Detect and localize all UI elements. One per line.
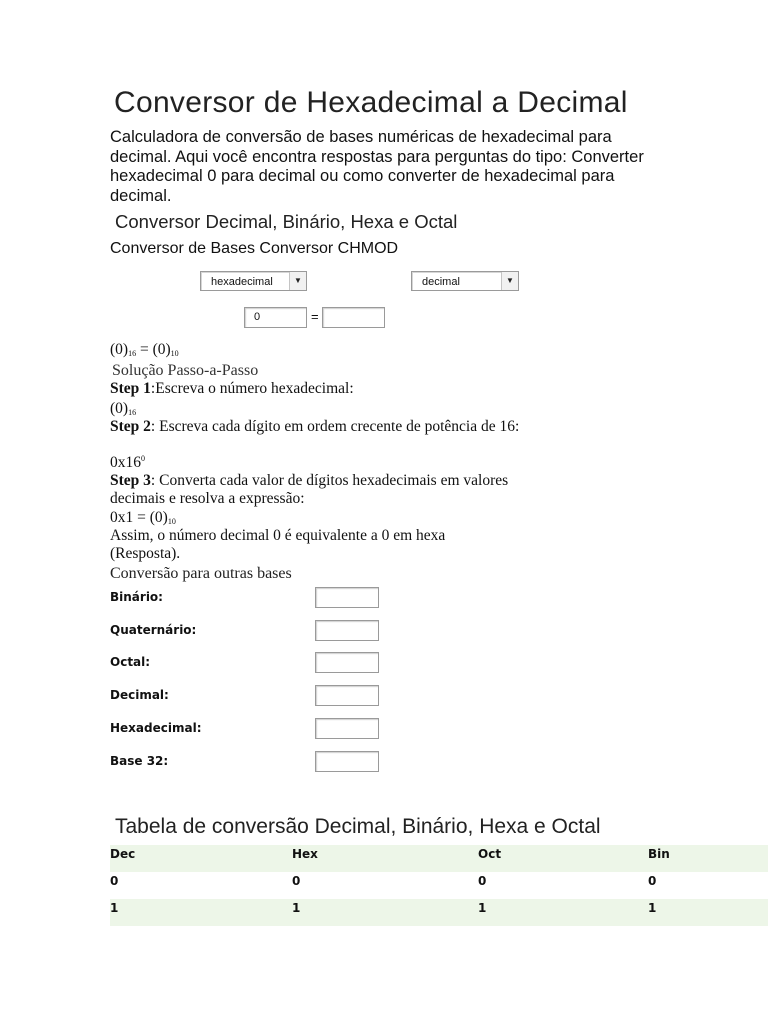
quaternario-output[interactable] bbox=[315, 620, 379, 641]
table-title: Tabela de conversão Decimal, Binário, Hexa e Octal bbox=[115, 815, 601, 838]
step2-line bbox=[110, 418, 530, 436]
intro-text: Calculadora de conversão de bases numéricas de hexadecimal para decimal. Aqui você encontra respostas para perguntas do tipo: Converter hexadecimal 0 para decimal ou como converter de hexadecimal para decimal. bbox=[110, 128, 644, 205]
result-rhs: (0) bbox=[152, 341, 171, 358]
hexadecimal-output[interactable] bbox=[315, 718, 379, 739]
chevron-down-icon: ▼ bbox=[501, 272, 518, 290]
step1-value: (0) bbox=[110, 400, 129, 417]
result-eq: = bbox=[136, 341, 153, 358]
result-line bbox=[110, 341, 179, 359]
table-row bbox=[110, 899, 768, 926]
cell-hex: 1 bbox=[292, 901, 301, 915]
step1-base: 16 bbox=[128, 408, 137, 417]
other-bases-heading: Conversão para outras bases bbox=[110, 565, 292, 582]
cell-bin: 1 bbox=[648, 901, 657, 915]
octal-output[interactable] bbox=[315, 652, 379, 673]
from-base-select[interactable] bbox=[200, 271, 307, 291]
converter-links bbox=[110, 240, 398, 258]
step3-value-line bbox=[110, 509, 176, 527]
step2-exp: 0 bbox=[141, 454, 145, 463]
table-row bbox=[110, 872, 768, 899]
cell-hex: 0 bbox=[292, 874, 301, 888]
solution-heading: Solução Passo-a-Passo bbox=[112, 362, 259, 379]
converter-subtitle: Conversor Decimal, Binário, Hexa e Octal bbox=[115, 211, 458, 232]
step3-line bbox=[110, 472, 510, 508]
label-hexadecimal: Hexadecimal: bbox=[110, 721, 202, 735]
result-lhs-base: 16 bbox=[128, 349, 137, 358]
step2-text: : Escreva cada dígito em ordem crecente de potência de 16: bbox=[150, 418, 520, 435]
step2-value-line bbox=[110, 454, 145, 472]
step3-text: : Converta cada valor de dígitos hexadecimais em valores decimais e resolva a expressão: bbox=[110, 472, 509, 507]
header-bin: Bin bbox=[648, 847, 670, 861]
step3-label: Step 3 bbox=[110, 472, 151, 489]
step3-base: 10 bbox=[167, 517, 176, 526]
link-conversor-chmod[interactable]: Conversor CHMOD bbox=[259, 240, 399, 257]
step2-value: 0x16 bbox=[110, 454, 141, 471]
header-oct: Oct bbox=[478, 847, 502, 861]
result-lhs: (0) bbox=[110, 341, 129, 358]
from-base-value: hexadecimal bbox=[211, 276, 273, 288]
hex-input[interactable]: 0 bbox=[244, 307, 307, 328]
cell-oct: 1 bbox=[478, 901, 487, 915]
binario-output[interactable] bbox=[315, 587, 379, 608]
page-title: Conversor de Hexadecimal a Decimal bbox=[114, 86, 628, 119]
header-dec: Dec bbox=[110, 847, 136, 861]
conversion-table bbox=[110, 845, 768, 926]
step1-label: Step 1 bbox=[110, 380, 151, 397]
base32-output[interactable] bbox=[315, 751, 379, 772]
equals-sign: = bbox=[311, 309, 319, 324]
label-base32: Base 32: bbox=[110, 754, 169, 768]
cell-oct: 0 bbox=[478, 874, 487, 888]
step1-text: :Escreva o número hexadecimal: bbox=[150, 380, 354, 397]
cell-dec: 1 bbox=[110, 901, 119, 915]
step2-label: Step 2 bbox=[110, 418, 151, 435]
decimal-base-output[interactable] bbox=[315, 685, 379, 706]
to-base-select[interactable] bbox=[411, 271, 519, 291]
to-base-value: decimal bbox=[422, 276, 460, 288]
step1-line bbox=[110, 380, 354, 398]
header-hex: Hex bbox=[292, 847, 318, 861]
decimal-output[interactable] bbox=[322, 307, 385, 328]
step1-value-line bbox=[110, 400, 136, 418]
label-binario: Binário: bbox=[110, 590, 163, 604]
chevron-down-icon: ▼ bbox=[289, 272, 306, 290]
result-rhs-base: 10 bbox=[170, 349, 179, 358]
link-conversor-de-bases[interactable]: Conversor de Bases bbox=[110, 240, 255, 257]
answer-text: Assim, o número decimal 0 é equivalente a 0 em hexa (Resposta). bbox=[110, 527, 446, 562]
label-decimal: Decimal: bbox=[110, 688, 169, 702]
table-header-row bbox=[110, 845, 768, 872]
step3-value: 0x1 = (0) bbox=[110, 509, 168, 526]
label-octal: Octal: bbox=[110, 655, 151, 669]
label-quaternario: Quaternário: bbox=[110, 623, 197, 637]
cell-dec: 0 bbox=[110, 874, 119, 888]
cell-bin: 0 bbox=[648, 874, 657, 888]
